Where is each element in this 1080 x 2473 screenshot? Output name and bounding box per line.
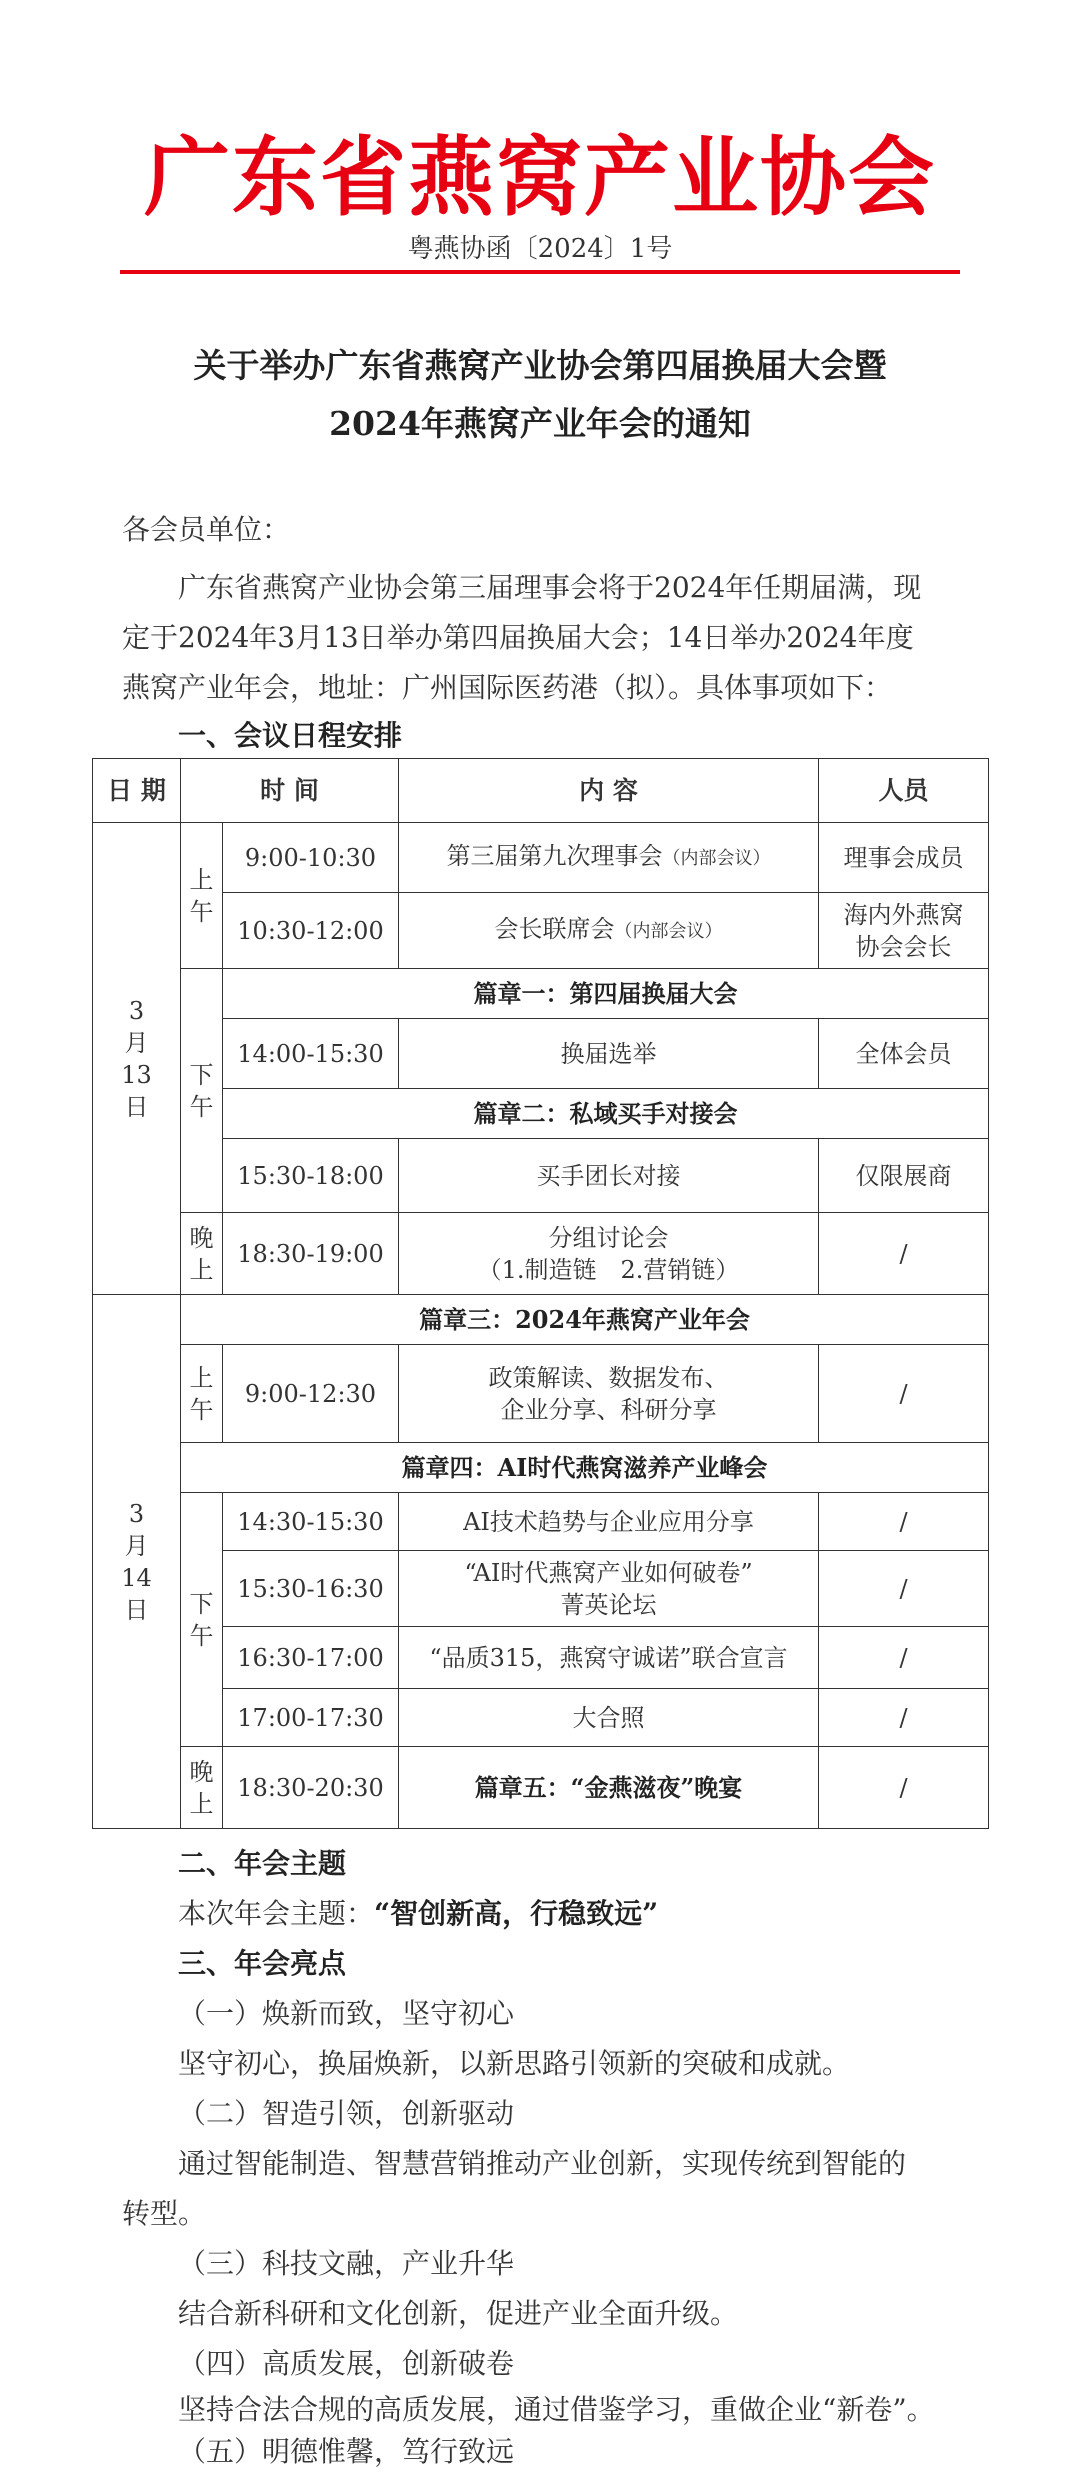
theme-line: 本次年会主题：“智创新高，行稳致远” <box>178 1897 659 1930</box>
header-people: 人员 <box>819 759 989 823</box>
table-row <box>93 1295 989 1345</box>
section-heading-theme: 二、年会主题 <box>178 1847 347 1880</box>
content-cell: 大合照 <box>399 1689 819 1747</box>
time-cell: 17:00-17:30 <box>223 1689 399 1747</box>
people-cell: / <box>819 1551 989 1627</box>
highlight-heading: （二）智造引领，创新驱动 <box>178 2097 515 2130</box>
period-pm-day2: 下 午 <box>181 1493 223 1747</box>
people-cell: / <box>819 1627 989 1689</box>
table-row <box>93 1627 989 1689</box>
chapter-heading: 篇章一：第四届换届大会 <box>223 969 989 1019</box>
content-cell: 篇章五：“金燕滋夜”晚宴 <box>399 1747 819 1829</box>
people-cell: 全体会员 <box>819 1019 989 1089</box>
highlight-text: 转型。 <box>122 2197 207 2230</box>
table-row <box>93 1345 989 1443</box>
highlight-text: 结合新科研和文化创新，促进产业全面升级。 <box>178 2297 739 2330</box>
section-heading-highlights: 三、年会亮点 <box>178 1947 347 1980</box>
people-cell: / <box>819 1213 989 1295</box>
intro-line3: 燕窝产业年会，地址：广州国际医药港（拟）。具体事项如下： <box>122 671 893 704</box>
red-divider <box>120 270 960 274</box>
chapter-heading: 篇章四：AI时代燕窝滋养产业峰会 <box>181 1443 989 1493</box>
highlight-heading: （五）明德惟馨，笃行致远 <box>178 2435 515 2468</box>
schedule-table <box>92 758 989 1829</box>
time-cell: 10:30-12:00 <box>223 893 399 969</box>
highlight-text: 坚持合法合规的高质发展，通过借鉴学习，重做企业“新卷”。 <box>178 2393 935 2426</box>
section-heading-schedule: 一、会议日程安排 <box>178 719 403 752</box>
salutation: 各会员单位： <box>122 513 291 546</box>
people-cell: 仅限展商 <box>819 1139 989 1213</box>
chapter-heading: 篇章三：2024年燕窝产业年会 <box>181 1295 989 1345</box>
people-cell: / <box>819 1689 989 1747</box>
table-row <box>93 1139 989 1213</box>
header-time: 时 间 <box>181 759 399 823</box>
period-eve-day1: 晚 上 <box>181 1213 223 1295</box>
document-number: 粤燕协函〔2024〕1号 <box>407 234 673 264</box>
period-am-day2: 上 午 <box>181 1345 223 1443</box>
table-row <box>93 1493 989 1551</box>
table-row <box>93 1443 989 1493</box>
table-row <box>93 1019 989 1089</box>
intro-line2: 定于2024年3月13日举办第四届换届大会；14日举办2024年度 <box>122 621 914 654</box>
header-date: 日 期 <box>93 759 181 823</box>
time-cell: 15:30-18:00 <box>223 1139 399 1213</box>
content-cell: “品质315，燕窝守诚诺”联合宣言 <box>399 1627 819 1689</box>
content-cell: 换届选举 <box>399 1019 819 1089</box>
highlight-text: 通过智能制造、智慧营销推动产业创新，实现传统到智能的 <box>178 2147 907 2180</box>
table-row <box>93 1747 989 1829</box>
highlight-text: 坚守初心，换届焕新，以新思路引领新的突破和成就。 <box>178 2047 851 2080</box>
time-cell: 18:30-19:00 <box>223 1213 399 1295</box>
content-cell: 政策解读、数据发布、 企业分享、科研分享 <box>399 1345 819 1443</box>
highlight-heading: （四）高质发展，创新破卷 <box>178 2347 515 2380</box>
header-content: 内 容 <box>399 759 819 823</box>
period-pm-day1: 下 午 <box>181 969 223 1213</box>
table-row <box>93 1213 989 1295</box>
table-row <box>93 969 989 1019</box>
table-row <box>93 893 989 969</box>
people-cell: / <box>819 1345 989 1443</box>
people-cell: / <box>819 1493 989 1551</box>
time-cell: 9:00-10:30 <box>223 823 399 893</box>
time-cell: 14:30-15:30 <box>223 1493 399 1551</box>
notice-title-line1: 关于举办广东省燕窝产业协会第四届换届大会暨 <box>193 346 887 385</box>
date-cell-day1: 3 月 13 日 <box>93 823 181 1295</box>
content-cell: 会长联席会（内部会议） <box>399 893 819 969</box>
table-row <box>93 1089 989 1139</box>
highlight-heading: （三）科技文融，产业升华 <box>178 2247 515 2280</box>
period-am-day1: 上 午 <box>181 823 223 969</box>
period-eve-day2: 晚 上 <box>181 1747 223 1829</box>
table-header-row <box>93 759 989 823</box>
highlight-heading: （一）焕新而致，坚守初心 <box>178 1997 515 2030</box>
organization-name: 广东省燕窝产业协会 <box>144 128 936 228</box>
content-cell: 第三届第九次理事会（内部会议） <box>399 823 819 893</box>
content-cell: 分组讨论会 （1.制造链 2.营销链） <box>399 1213 819 1295</box>
time-cell: 14:00-15:30 <box>223 1019 399 1089</box>
time-cell: 9:00-12:30 <box>223 1345 399 1443</box>
people-cell: 理事会成员 <box>819 823 989 893</box>
table-row <box>93 823 989 893</box>
time-cell: 16:30-17:00 <box>223 1627 399 1689</box>
chapter-heading: 篇章二：私域买手对接会 <box>223 1089 989 1139</box>
intro-line1: 广东省燕窝产业协会第三届理事会将于2024年任期届满，现 <box>178 571 922 604</box>
table-row <box>93 1689 989 1747</box>
content-cell: AI技术趋势与企业应用分享 <box>399 1493 819 1551</box>
content-cell: 买手团长对接 <box>399 1139 819 1213</box>
date-cell-day2: 3 月 14 日 <box>93 1295 181 1829</box>
people-cell: 海内外燕窝协会会长 <box>819 893 989 969</box>
time-cell: 18:30-20:30 <box>223 1747 399 1829</box>
people-cell: / <box>819 1747 989 1829</box>
content-cell: “AI时代燕窝产业如何破卷” 菁英论坛 <box>399 1551 819 1627</box>
notice-title-line2: 2024年燕窝产业年会的通知 <box>329 404 751 443</box>
table-row <box>93 1551 989 1627</box>
time-cell: 15:30-16:30 <box>223 1551 399 1627</box>
